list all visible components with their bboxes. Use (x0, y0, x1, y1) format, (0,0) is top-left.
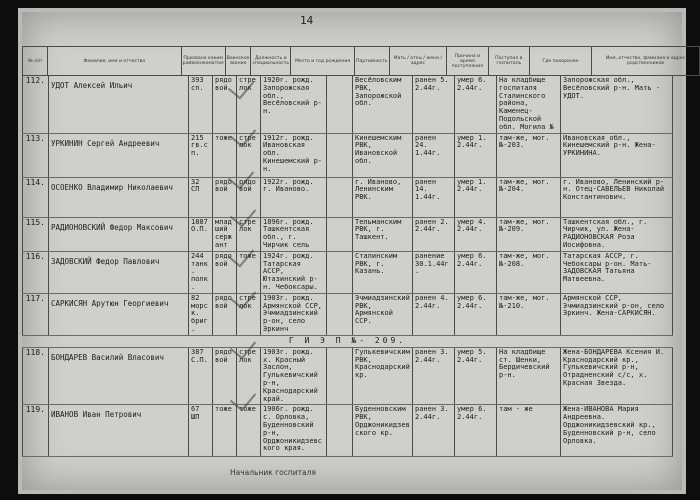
grave-cell: там-же, мог. №-210. (497, 293, 561, 335)
relatives-cell: г. Иваново, Ленинский р-н. Отец-САВЕЛЬЕВ Николай Константинович. (561, 177, 673, 217)
role-cell: стрелок (237, 293, 261, 335)
person-name: ОСОЕНКО Владимир Николаевич (49, 177, 189, 217)
rank-cell: тоже (213, 405, 237, 457)
party-cell (327, 405, 353, 457)
wound-cell: ранен 14. 1.44г. (413, 177, 455, 217)
death-cell: умер 1. 2.44г. (455, 133, 497, 177)
relatives-cell: Запорожская обл., Весёловский р-н. Мать - УДОТ. (561, 76, 673, 133)
rvk-cell: г. Иваново, Ленинским РВК. (353, 177, 413, 217)
table-row (23, 293, 673, 335)
footer-signature-label: Начальник госпиталя (230, 468, 316, 477)
unit-cell: 32 СП (189, 177, 213, 217)
table-row (23, 76, 673, 133)
party-cell (327, 217, 353, 251)
wound-cell: ранение 30.1.44г. (413, 251, 455, 293)
person-name: ИВАНОВ Иван Петрович (49, 405, 189, 457)
rvk-cell: Весёловским РВК, Запорожской обл. (353, 76, 413, 133)
relatives-cell: Ташкентская обл., г. Чирчик, ул. Жена-РАДИОНОВСКАЯ Роза Иосифовна. (561, 217, 673, 251)
unit-cell: 67 ШП (189, 405, 213, 457)
birth-cell: 1903г. рожд. х. Красный Заслон, Гулькевичский р-н, Краснодарский край. (261, 347, 327, 405)
party-cell (327, 177, 353, 217)
party-cell (327, 347, 353, 405)
table-row (23, 405, 673, 457)
row-number: 113. (23, 133, 49, 177)
header-cell: Имя, отчество, фамилия и адрес родственников (591, 47, 699, 76)
death-cell: умер 5. 2.44г. (455, 347, 497, 405)
rank-cell: рядовой (213, 293, 237, 335)
rank-cell: рядовой (213, 177, 237, 217)
table-row (23, 251, 673, 293)
role-cell: тоже (237, 405, 261, 457)
party-cell (327, 293, 353, 335)
rvk-cell: Гулькевичским РВК, Краснодарский кр. (353, 347, 413, 405)
records-table (22, 76, 673, 457)
table-header (22, 46, 700, 76)
unit-cell: 387 С.П. (189, 347, 213, 405)
person-name: РАДИОНОВСКИЙ Федор Максович (49, 217, 189, 251)
birth-cell: 1912г. рожд. Ивановская обл. Кинешемский р-н. (261, 133, 327, 177)
rvk-cell: Тельманским РВК, г. Ташкент. (353, 217, 413, 251)
rank-cell: младший сержант (213, 217, 237, 251)
relatives-cell: Жена-ИВАНОВА Мария Андреевна. Орджоникидзевский кр., Буденновский р-н, село Орловка. (561, 405, 673, 457)
role-cell: рядовой (237, 177, 261, 217)
grave-cell: На кладбище госпиталя Сталинского района, Каменец-Подольской обл. Могила № (497, 76, 561, 133)
row-number: 115. (23, 217, 49, 251)
header-cell: Фамилия, имя и отчество (47, 47, 181, 76)
unit-cell: 215 гв.сп. (189, 133, 213, 177)
relatives-cell: Ивановская обл., Кинешемский р-н. Жена-УРКИНИНА. (561, 133, 673, 177)
grave-cell: там-же, мог. №-209. (497, 217, 561, 251)
header-cell: Где похоронен (529, 47, 591, 76)
rvk-cell: Буденновским РВК, Орджоникидзевского кр. (353, 405, 413, 457)
rvk-cell: Кинешемским РВК, Ивановской обл. (353, 133, 413, 177)
rvk-cell: Эчмиадзинский РВК, Армянской ССР. (353, 293, 413, 335)
grave-cell: там - же (497, 405, 561, 457)
table-row (23, 133, 673, 177)
rank-cell: рядовой (213, 251, 237, 293)
page-number: 14 (300, 14, 314, 27)
rank-cell: тоже (213, 133, 237, 177)
header-cell: Причина и время поступления (447, 47, 489, 76)
wound-cell: ранен 5. 2.44г. (413, 76, 455, 133)
birth-cell: 1924г. рожд. Татарская АССР, Ютазинский р-н. Чебоксары. (261, 251, 327, 293)
role-cell: стрелок (237, 217, 261, 251)
rank-cell: рядовой (213, 347, 237, 405)
death-cell: умер 6. 2.44г. (455, 251, 497, 293)
wound-cell: ранен 2. 2.44г. (413, 217, 455, 251)
row-number: 119. (23, 405, 49, 457)
header-cell: Поступил в госпиталь (488, 47, 529, 76)
relatives-cell: Жена-БОНДАРЕВА Ксения И. Краснодарский кр., Гулькевичский р-н, Отрадненский с/с, х. Красная Звезда. (561, 347, 673, 405)
role-cell: тоже (237, 251, 261, 293)
unit-cell: 244 танк. полк. (189, 251, 213, 293)
death-cell: умер 6. 2.44г. (455, 293, 497, 335)
unit-cell: 1887 О.П. (189, 217, 213, 251)
person-name: САРКИСЯН Арутюн Георгиевич (49, 293, 189, 335)
role-cell: стрелок (237, 76, 261, 133)
grave-cell: там-же, мог. №-203. (497, 133, 561, 177)
separator-row (23, 335, 673, 347)
death-cell: умер 6. 2.44г. (455, 76, 497, 133)
wound-cell: ранен 3. 2.44г. (413, 347, 455, 405)
wound-cell: ранен 24. 1.44г. (413, 133, 455, 177)
row-number: 114. (23, 177, 49, 217)
death-cell: умер 6. 2.44г. (455, 405, 497, 457)
grave-cell: На кладбище ст. Шенки, Бердичевский р-н. (497, 347, 561, 405)
birth-cell: 1906г. рожд. с. Орловка, Буденновский р-н, Орджоникидзевского края. (261, 405, 327, 457)
unit-cell: 82 морск. бриг. (189, 293, 213, 335)
header-cell: Партийность (354, 47, 389, 76)
header-cell: Должность и специальность (251, 47, 291, 76)
row-number: 117. (23, 293, 49, 335)
header-row (23, 47, 700, 76)
person-name: УРКИНИН Сергей Андреевич (49, 133, 189, 177)
grave-cell: там-же, мог. №-208. (497, 251, 561, 293)
table-row (23, 177, 673, 217)
table-row (23, 217, 673, 251)
person-name: ЗАДОВСКИЙ Федор Павлович (49, 251, 189, 293)
party-cell (327, 133, 353, 177)
header-cell: Воинское звание (225, 47, 251, 76)
relatives-cell: Татарская АССР, г. Чебоксары р-он. Мать-ЗАДОВСКАЯ Татьяна Матвеевна. (561, 251, 673, 293)
grave-cell: там-же, мог. №-204. (497, 177, 561, 217)
header-cell: № п/п (23, 47, 48, 76)
header-cell: Мать / отец / жена / адрес (389, 47, 447, 76)
death-cell: умер 1. 2.44г. (455, 177, 497, 217)
header-cell: Место и год рождения (291, 47, 355, 76)
birth-cell: 1920г. рожд. Запорожская обл., Весёловский р-н. (261, 76, 327, 133)
person-name: УДОТ Алексей Ильич (49, 76, 189, 133)
birth-cell: 1903г. рожд. Армянской ССР, Эчмиадзинский р-он, село Эркинч (261, 293, 327, 335)
role-cell: стрелок (237, 347, 261, 405)
birth-cell: 1896г. рожд. Ташкентская обл., г. Чирчик сель (261, 217, 327, 251)
rvk-cell: Сталинским РВК, г. Казань. (353, 251, 413, 293)
wound-cell: ранен 4. 2.44г. (413, 293, 455, 335)
relatives-cell: Армянской ССР, Эчмиадзинский р-он, село Эркинч. Жена-САРКИСЯН. (561, 293, 673, 335)
birth-cell: 1922г. рожд. г. Иваново. (261, 177, 327, 217)
unit-cell: 393 сп. (189, 76, 213, 133)
wound-cell: ранен 3. 2.44г. (413, 405, 455, 457)
table-row (23, 347, 673, 405)
death-cell: умер 4. 2.44г. (455, 217, 497, 251)
role-cell: стрелок (237, 133, 261, 177)
party-cell (327, 251, 353, 293)
party-cell (327, 76, 353, 133)
row-number: 118. (23, 347, 49, 405)
row-number: 116. (23, 251, 49, 293)
separator-text: Г И Э П №- 209. (23, 335, 673, 347)
rank-cell: рядовой (213, 76, 237, 133)
header-cell: Призвано каким райвоенкоматом (181, 47, 225, 76)
row-number: 112. (23, 76, 49, 133)
person-name: БОНДАРЕВ Василий Власович (49, 347, 189, 405)
